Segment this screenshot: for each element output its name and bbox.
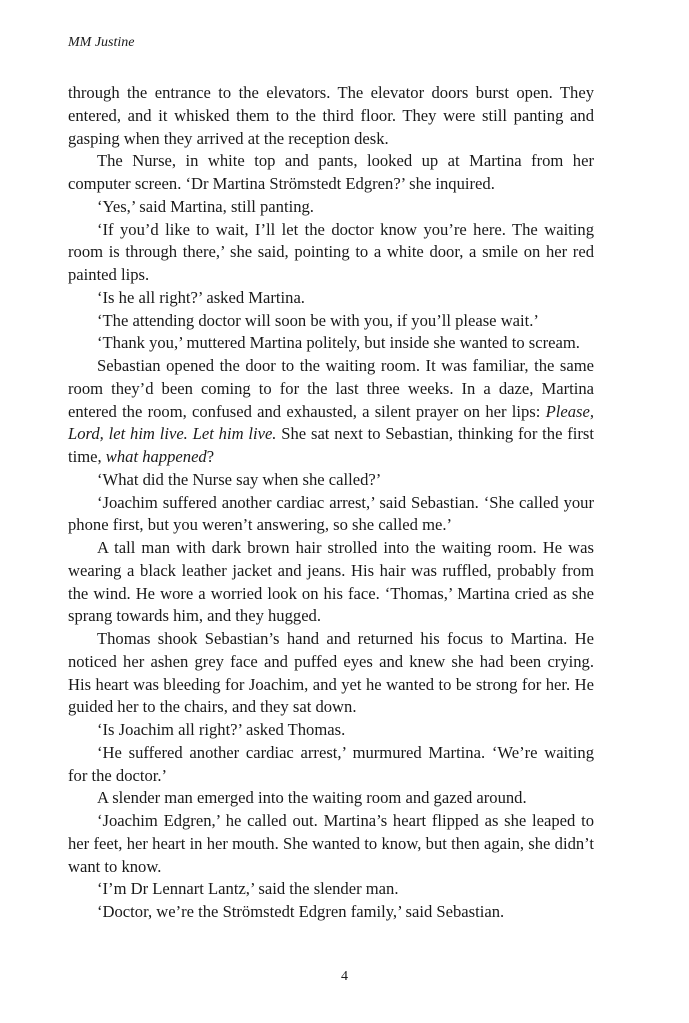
paragraph	[68, 810, 594, 878]
paragraph	[68, 787, 594, 810]
paragraph	[68, 219, 594, 287]
text-run: A slender man emerged into the waiting room and gazed around.	[97, 788, 527, 808]
paragraph	[68, 287, 594, 310]
body-text	[68, 82, 594, 924]
text-run: Sebastian opened the door to the waiting room. It was familiar, the same room they’d been coming to for the last three weeks. In a daze, Martina entered the room, confused and exhausted, a silent prayer on her lips:	[68, 356, 594, 421]
text-run: ‘He suffered another cardiac arrest,’ murmured Martina. ‘We’re waiting for the doctor.’	[68, 742, 594, 785]
text-run: ‘Joachim suffered another cardiac arrest,’ said Sebastian. ‘She called your phone first, but you weren’t answering, so she called me.’	[68, 492, 594, 535]
text-run: ?	[206, 447, 215, 466]
paragraph	[68, 628, 594, 719]
text-run: ‘If you’d like to wait, I’ll let the doctor know you’re here. The waiting room is through there,’ she said, pointing to a white door, a smile on her red painted lips.	[68, 219, 594, 284]
paragraph	[68, 901, 594, 924]
paragraph	[68, 469, 594, 492]
text-run: ‘Is he all right?’ asked Martina.	[97, 287, 305, 307]
paragraph	[68, 719, 594, 742]
text-run: A tall man with dark brown hair strolled into the waiting room. He was wearing a black leather jacket and jeans. His hair was ruffled, probably from the wind. He wore a worried look on his face. ‘Thomas,’ Martina cried as she sprang towards him, and they hugged.	[68, 538, 594, 626]
paragraph	[68, 196, 594, 219]
text-run: The Nurse, in white top and pants, looked up at Martina from her computer screen. ‘Dr Martina Strömstedt Edgren?’ she inquired.	[68, 151, 594, 193]
text-run: ‘What did the Nurse say when she called?’	[97, 469, 382, 489]
text-run: ‘Thank you,’ muttered Martina politely, but inside she wanted to scream.	[97, 333, 580, 353]
paragraph	[68, 742, 594, 788]
page-number: 4	[341, 969, 348, 984]
paragraph	[68, 82, 594, 150]
paragraph	[68, 355, 594, 469]
text-run: ‘The attending doctor will soon be with you, if you’ll please wait.’	[97, 310, 539, 330]
paragraph	[68, 492, 594, 538]
text-run: ‘Yes,’ said Martina, still panting.	[97, 196, 314, 216]
paragraph	[68, 310, 594, 333]
text-run: ‘I’m Dr Lennart Lantz,’ said the slender man.	[97, 879, 399, 899]
paragraph	[68, 537, 594, 628]
paragraph	[68, 150, 594, 196]
text-run: through the entrance to the elevators. The elevator doors burst open. They entered, and it whisked them to the third floor. They were still panting and gasping when they arrived at the reception desk.	[68, 83, 594, 148]
paragraph	[68, 878, 594, 901]
text-run: Thomas shook Sebastian’s hand and returned his focus to Martina. He noticed her ashen grey face and puffed eyes and knew she had been crying. His heart was bleeding for Joachim, and yet he wanted to be strong for her. He guided her to the chairs, and they sat down.	[68, 629, 594, 717]
italic-text: what happened	[105, 447, 207, 466]
text-run: She sat next to Sebastian, thinking for the first time,	[68, 424, 594, 466]
text-run: ‘Is Joachim all right?’ asked Thomas.	[97, 720, 346, 739]
running-header-author: MM Justine	[68, 35, 135, 50]
text-run: ‘Joachim Edgren,’ he called out. Martina’s heart flipped as she leaped to her feet, her heart in her mouth. She wanted to know, but then again, she didn’t want to know.	[68, 811, 594, 876]
italic-text: Please, Lord, let him live. Let him live.	[68, 401, 594, 444]
text-run: ‘Doctor, we’re the Strömstedt Edgren family,’ said Sebastian.	[97, 902, 505, 921]
paragraph	[68, 332, 594, 355]
